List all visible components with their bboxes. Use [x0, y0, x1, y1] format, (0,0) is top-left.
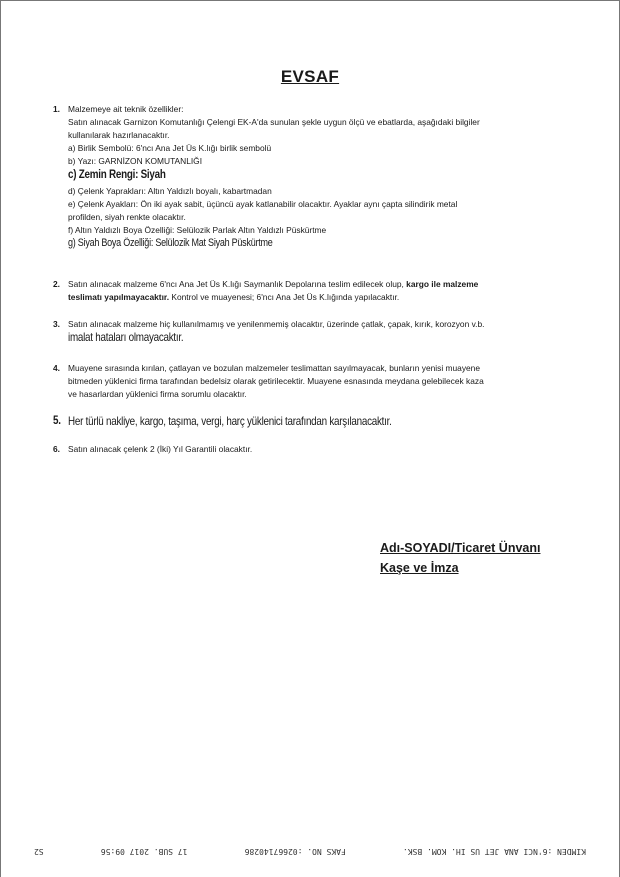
item-text-cont: Kontrol ve muayenesi; 6'ncı Ana Jet Üs K.lığında yapılacaktır. — [169, 292, 400, 302]
item-text-cont: bitmeden yüklenici firma tarafından bedelsiz olarak getirilecektir. Muayene esnasında meydana gelebilecek kaza — [68, 376, 484, 386]
item-text-cont: ve hasarlardan yüklenici firma sorumlu olacaktır. — [68, 389, 247, 399]
document-title: EVSAF — [280, 67, 340, 86]
signature-stamp-label: Kaşe ve İmza — [380, 561, 459, 575]
item-bold-text-cont: teslimatı yapılmayacaktır. — [68, 292, 170, 302]
item-bold-text: kargo ile malzeme — [406, 279, 479, 289]
subitem-c: c) Zemin Rengi: Siyah — [68, 167, 166, 181]
subitem-e: e) Çelenk Ayakları: Ön iki ayak sabit, üçüncü ayak katlanabilir olacaktır. Ayaklar aynı çapta silindirik metal — [68, 199, 458, 209]
fax-sender: KIMDEN :6'NCI ANA JET US IH. KOM. BSK. — [402, 847, 586, 857]
signature-name-title: Adı-SOYADI/Ticaret Ünvanı — [380, 541, 541, 555]
item-number: 5. — [53, 413, 61, 427]
item-text: Muayene sırasında kırılan, çatlayan ve bozulan malzemeler teslimattan sayılmayacak, bunların yenisi muayene — [68, 363, 480, 373]
scan-border-top — [0, 0, 620, 1]
item-text-handwritten: Her türlü nakliye, kargo, taşıma, vergi, harç yüklenici tarafından karşılanacaktır. — [68, 414, 392, 428]
subitem-e-cont: profilden, siyah renkte olacaktır. — [68, 212, 186, 222]
item-text-cont: kullanılarak hazırlanacaktır. — [68, 130, 170, 140]
subitem-d: d) Çelenk Yaprakları: Altın Yaldızlı boyalı, kabartmadan — [68, 186, 272, 196]
item-text: Satın alınacak çelenk 2 (İki) Yıl Garantili olacaktır. — [68, 444, 253, 454]
item-number: 6. — [53, 444, 60, 454]
fax-page: S2 — [34, 847, 44, 857]
item-text: Satın alınacak malzeme 6'ncı Ana Jet Üs K.lığı Saymanlık Depolarına teslim edilecek olup, — [68, 279, 407, 289]
item-text: Satın alınacak Garnizon Komutanlığı Çelengi EK-A'da sunulan şekle uygun ölçü ve ebatlarda, aşağıdaki bilgiler — [68, 117, 480, 127]
item-number: 3. — [53, 319, 60, 329]
item-text: Satın alınacak malzeme hiç kullanılmamış ve yenilenmemiş olacaktır, üzerinde çatlak, çapak, kırık, korozyon v.b. — [68, 319, 485, 329]
subitem-f: f) Altın Yaldızlı Boya Özelliği: Selülozik Parlak Altın Yaldızlı Püskürtme — [68, 225, 327, 235]
fax-number: FAKS NO. :02667140286 — [244, 847, 346, 857]
fax-datetime: 17 SUB. 2017 09:56 — [100, 847, 188, 857]
subitem-b: b) Yazı: GARNİZON KOMUTANLIĞI — [68, 156, 203, 166]
item-intro: Malzemeye ait teknik özellikler: — [68, 104, 184, 114]
subitem-g: g) Siyah Boya Özelliği: Selülozik Mat Siyah Püskürtme — [68, 237, 273, 249]
item-number: 2. — [53, 279, 60, 289]
item-text-handwritten: imalat hataları olmayacaktır. — [68, 330, 184, 344]
scan-border-left — [0, 0, 1, 877]
fax-header — [34, 845, 586, 859]
item-number: 4. — [53, 363, 60, 373]
subitem-a: a) Birlik Sembolü: 6'ncı Ana Jet Üs K.lığı birlik sembolü — [68, 143, 272, 153]
item-number: 1. — [53, 104, 60, 114]
